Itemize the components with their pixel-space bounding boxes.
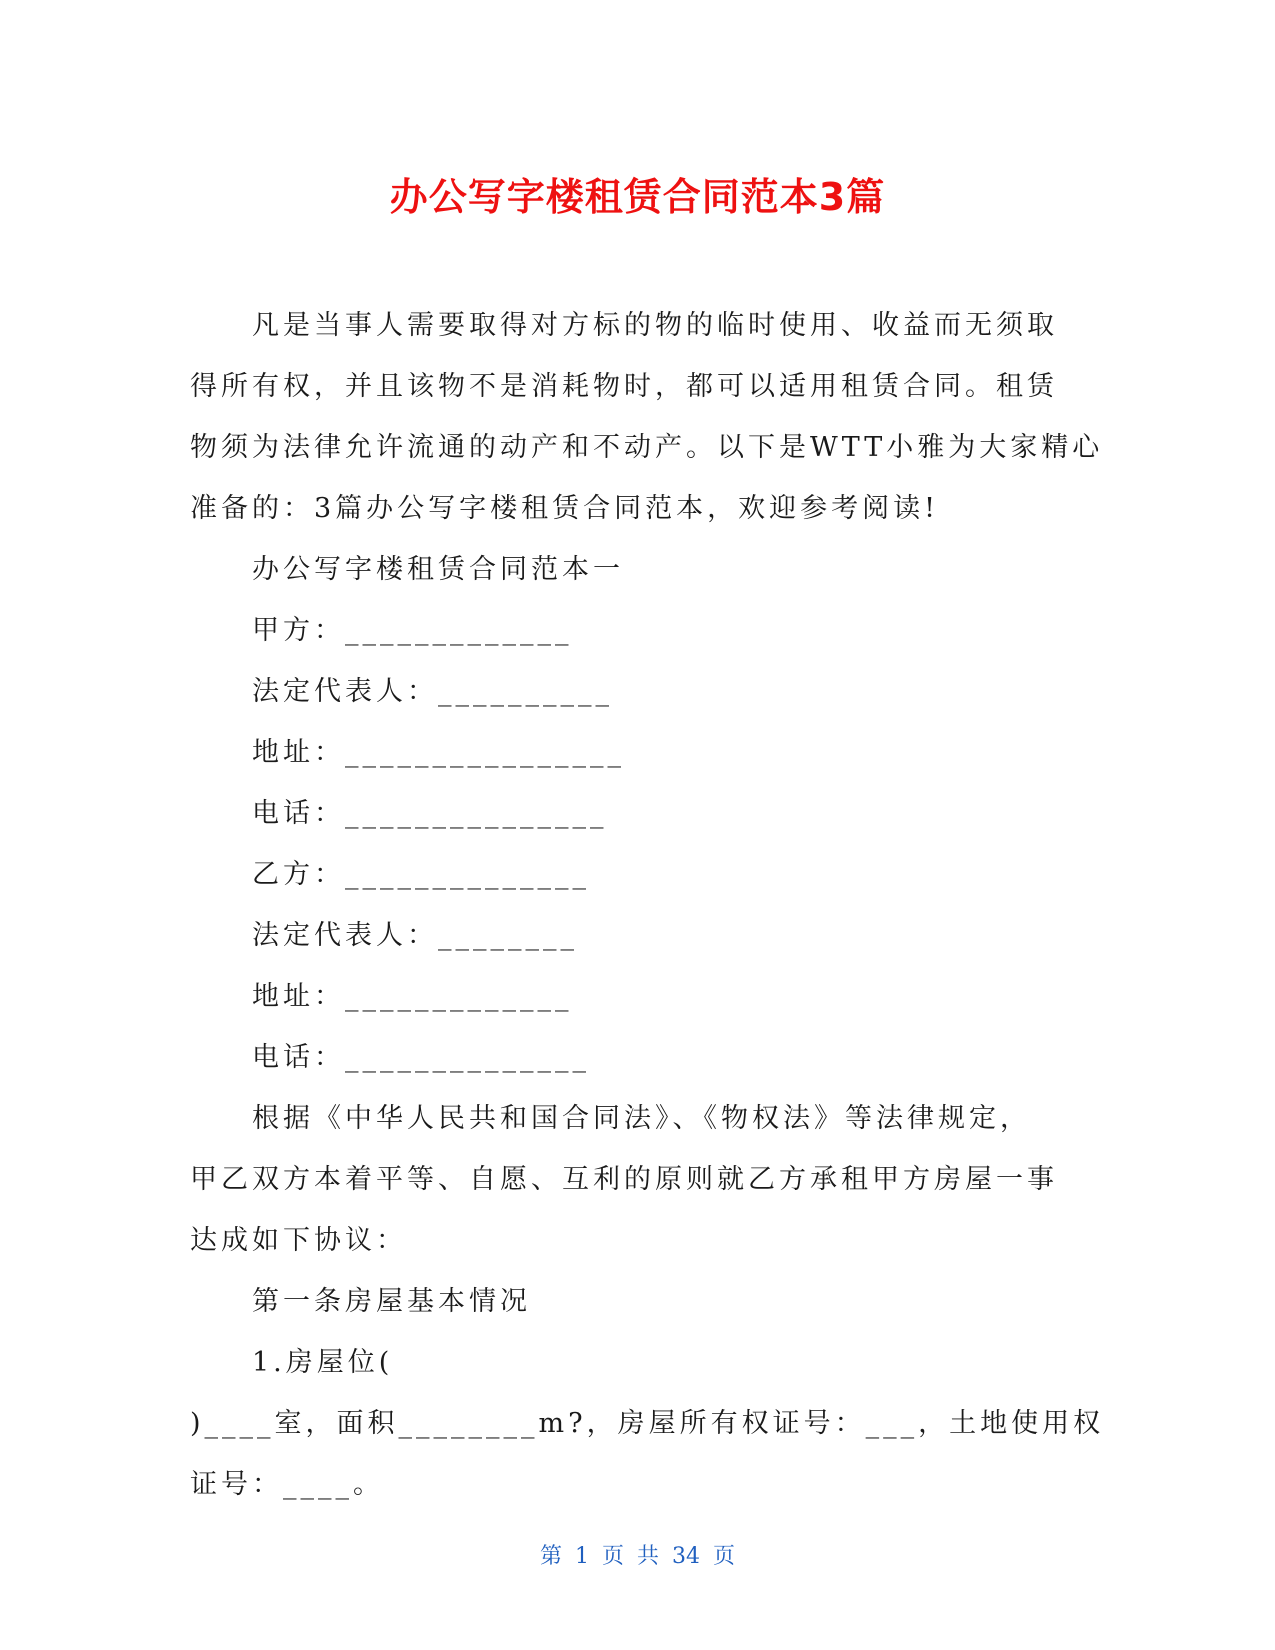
- page-number: 第 1 页 共 34 页: [540, 1544, 735, 1569]
- party-b-field: 乙方：______________: [252, 859, 590, 890]
- body-line: 证号：____。: [190, 1469, 384, 1500]
- party-b-representative-field: 法定代表人：________: [252, 920, 578, 951]
- party-a-field: 甲方：_____________: [252, 615, 573, 646]
- party-a-phone-field: 电话：_______________: [252, 798, 608, 829]
- body-line: 根据《中华人民共和国合同法》、《物权法》等法律规定，: [252, 1103, 1031, 1134]
- body-line: 1.房屋位(: [252, 1347, 394, 1378]
- document-title: 办公写字楼租赁合同范本3篇: [389, 175, 886, 219]
- party-b-address-field: 地址：_____________: [252, 981, 573, 1012]
- party-a-representative-field: 法定代表人：__________: [252, 676, 613, 707]
- section-heading: 办公写字楼租赁合同范本一: [252, 554, 624, 585]
- body-line: 物须为法律允许流通的动产和不动产。以下是WTT小雅为大家精心: [190, 432, 1104, 463]
- body-line: 达成如下协议：: [190, 1225, 407, 1256]
- article-heading: 第一条房屋基本情况: [252, 1286, 531, 1317]
- body-line: )____室，面积________m?，房屋所有权证号：___，土地使用权: [190, 1408, 1105, 1439]
- body-line: 甲乙双方本着平等、自愿、互利的原则就乙方承租甲方房屋一事: [190, 1164, 1058, 1195]
- body-line: 准备的：3篇办公写字楼租赁合同范本，欢迎参考阅读!: [190, 493, 940, 524]
- body-line: 得所有权，并且该物不是消耗物时，都可以适用租赁合同。租赁: [190, 371, 1058, 402]
- body-line: 凡是当事人需要取得对方标的物的临时使用、收益而无须取: [252, 310, 1058, 341]
- party-a-address-field: 地址：________________: [252, 737, 625, 768]
- party-b-phone-field: 电话：______________: [252, 1042, 590, 1073]
- document-body: [190, 295, 1105, 1515]
